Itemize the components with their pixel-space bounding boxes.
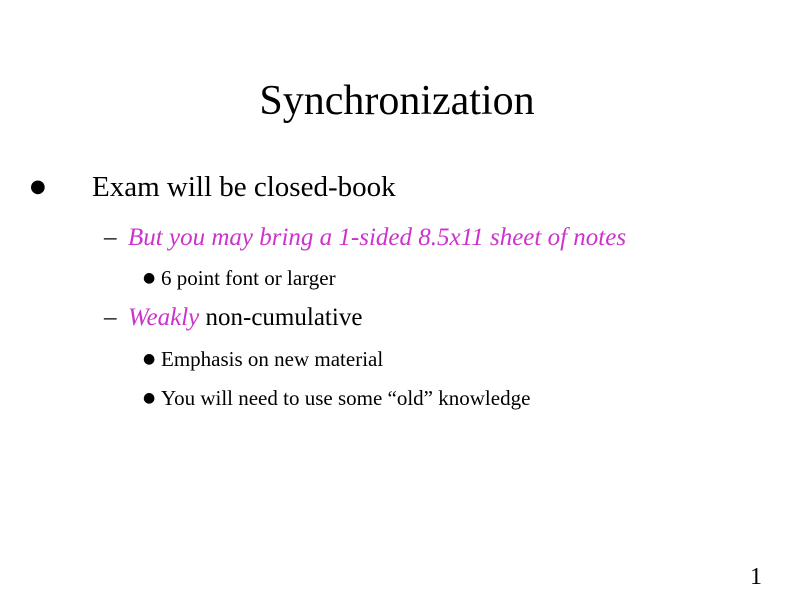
bullet-text: But you may bring a 1-sided 8.5x11 sheet of notes	[128, 224, 627, 251]
normal-text: non-cumulative	[199, 304, 363, 331]
bullet-text: You will need to use some “old” knowledge	[161, 386, 531, 410]
page-number: 1	[750, 564, 762, 590]
dash-icon: –	[104, 304, 117, 331]
bullet-text: 6 point font or larger	[161, 266, 336, 290]
bullet-icon: ●	[143, 390, 156, 406]
bullet-text	[128, 303, 362, 333]
bullet-icon: ●	[143, 270, 156, 286]
bullet-text: Exam will be closed-book	[92, 171, 396, 203]
dash-icon: –	[104, 224, 117, 251]
slide-title: Synchronization	[259, 78, 535, 124]
bullet-text: Emphasis on new material	[161, 347, 384, 371]
bullet-icon: ●	[30, 176, 46, 197]
emphasis-text: Weakly	[128, 304, 200, 331]
bullet-icon: ●	[143, 351, 156, 367]
